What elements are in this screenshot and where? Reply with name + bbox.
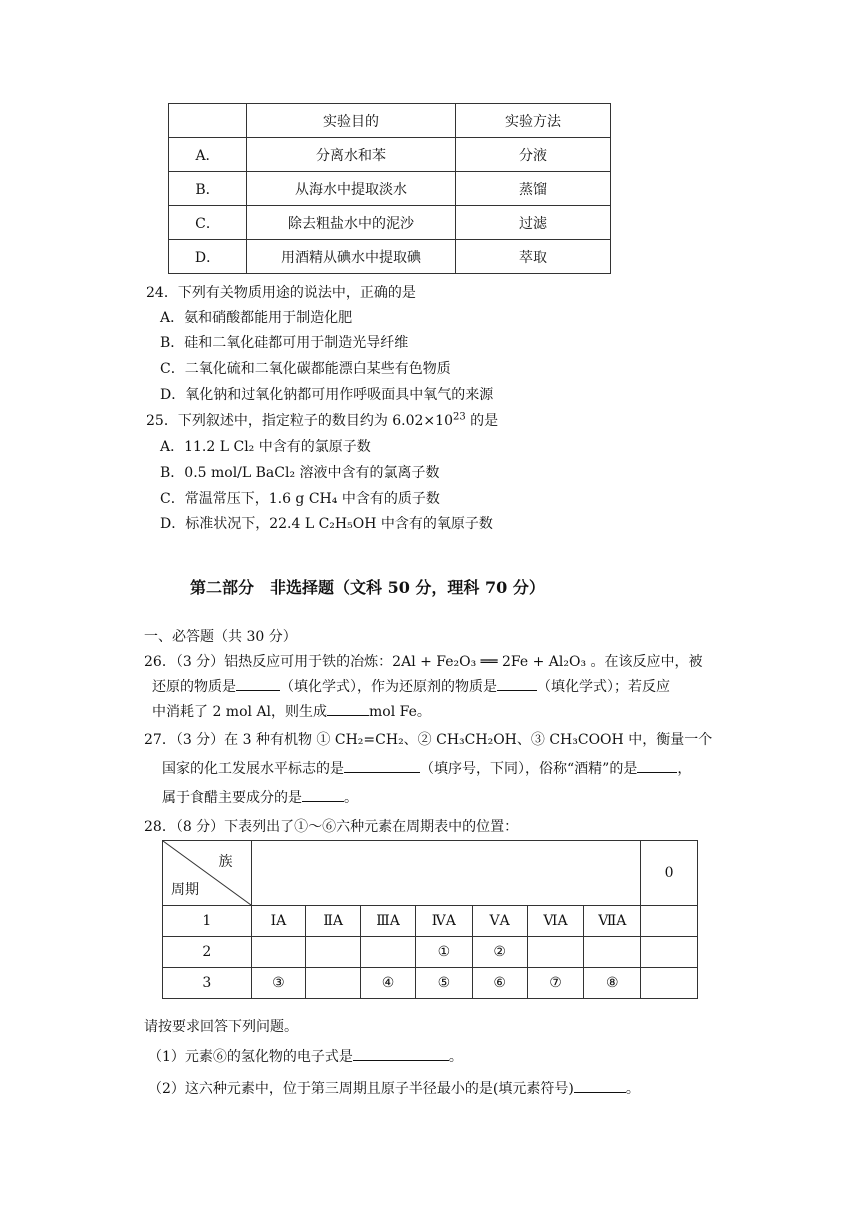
table-cell: 除去粗盐水中的泥沙: [247, 206, 456, 240]
table-header-row: [169, 104, 611, 138]
table-cell: ⅠA: [251, 906, 306, 937]
periodic-table: [162, 840, 698, 999]
table-cell: ③: [251, 968, 306, 999]
q25-option-c: C．常温常压下，1.6 g CH₄ 中含有的质子数: [160, 491, 440, 507]
q26-text: （填化学式），作为还原剂的物质是: [280, 679, 497, 695]
q28-stem: 28．（8 分）下表列出了①～⑥六种元素在周期表中的位置：: [144, 819, 519, 835]
table-row: [169, 240, 611, 274]
table-row: [169, 206, 611, 240]
table-cell: 分离水和苯: [247, 138, 456, 172]
answer-blank[interactable]: [302, 787, 344, 802]
q28-part2: [148, 1078, 640, 1098]
q27-text: （填序号，下同），俗称“酒精”的是: [420, 761, 638, 777]
q27-line1: 27．（3 分）在 3 种有机物 ① CH₂=CH₂、② CH₃CH₂OH、③ CH₃COOH 中，衡量一个: [144, 732, 713, 748]
answer-blank[interactable]: [637, 758, 677, 773]
table-cell: 蒸馏: [456, 172, 611, 206]
header-blank-cell: [251, 841, 641, 906]
table-cell: B．: [169, 172, 247, 206]
table-cell: 3: [163, 968, 252, 999]
table-row: [169, 172, 611, 206]
q25-stem-a: 25．下列叙述中，指定粒子的数目约为 6.02×10: [146, 413, 453, 429]
corner-top-label: 族: [218, 854, 233, 870]
q27-text: 属于食醋主要成分的是: [162, 790, 302, 806]
table-cell: A．: [169, 138, 247, 172]
answer-blank[interactable]: [574, 1078, 626, 1093]
q26-line2: [152, 676, 670, 696]
table-cell: C．: [169, 206, 247, 240]
table-cell: ⅢA: [361, 906, 416, 937]
q25-option-a: A．11.2 L Cl₂ 中含有的氯原子数: [160, 439, 371, 455]
q26-line1: 26．（3 分）铝热反应可用于铁的冶炼：2Al + Fe₂O₃ ══ 2Fe + Al₂O₃ 。在该反应中，被: [144, 654, 703, 670]
table-header-row: [163, 841, 698, 906]
q28-text: 。: [448, 1049, 463, 1065]
q24-option-a: A．氨和硝酸都能用于制造化肥: [160, 310, 353, 326]
answer-blank[interactable]: [236, 676, 280, 691]
table-cell: D．: [169, 240, 247, 274]
table-cell: ⑤: [415, 968, 472, 999]
q24-option-b: B．硅和二氧化硅都可用于制造光导纤维: [160, 335, 409, 351]
q25-option-b: B．0.5 mol/L BaCl₂ 溶液中含有的氯离子数: [160, 465, 440, 481]
table-cell: ⑦: [527, 968, 584, 999]
zero-cell: 0: [641, 841, 698, 906]
q27-line3: [162, 787, 358, 807]
section-subtitle: 一、必答题（共 30 分）: [144, 629, 297, 645]
table-cell: [361, 937, 416, 968]
q26-text: 还原的物质是: [152, 679, 236, 695]
q24-stem: 24．下列有关物质用途的说法中，正确的是: [146, 285, 416, 301]
table-cell: ⅥA: [527, 906, 584, 937]
q25-stem-sup: 23: [452, 411, 466, 423]
q24-option-c: C．二氧化硫和二氧化碳都能漂白某些有色物质: [160, 361, 451, 377]
q27-text: 国家的化工发展水平标志的是: [162, 761, 344, 777]
table-cell: [306, 968, 361, 999]
experiment-table: [168, 103, 611, 274]
q26-text: mol Fe。: [369, 704, 431, 720]
table-row: [163, 906, 698, 937]
table-cell: ④: [361, 968, 416, 999]
corner-cell: [163, 841, 252, 906]
q26-text: 中消耗了 2 mol Al，则生成: [152, 704, 328, 720]
q26-line3: [152, 701, 431, 721]
table-cell: ⅦA: [584, 906, 641, 937]
table-cell: [641, 906, 698, 937]
table-row: [163, 937, 698, 968]
table-cell: ②: [472, 937, 527, 968]
table-cell: 用酒精从碘水中提取碘: [247, 240, 456, 274]
table-row: [163, 968, 698, 999]
answer-blank[interactable]: [353, 1046, 449, 1061]
answer-blank[interactable]: [497, 676, 537, 691]
table-cell: ⅡA: [306, 906, 361, 937]
table-cell: 分液: [456, 138, 611, 172]
table-cell: [251, 937, 306, 968]
q28-prompt: 请按要求回答下列问题。: [144, 1019, 298, 1035]
q26-text: （填化学式）；若反应: [537, 679, 670, 695]
answer-blank[interactable]: [344, 758, 420, 773]
table-cell: ⑥: [472, 968, 527, 999]
table-cell: 2: [163, 937, 252, 968]
table-cell: ⅤA: [472, 906, 527, 937]
table-cell: [306, 937, 361, 968]
q25-stem: [146, 410, 498, 430]
q25-option-d: D．标准状况下，22.4 L C₂H₅OH 中含有的氧原子数: [160, 516, 493, 532]
corner-bottom-label: 周期: [171, 882, 199, 898]
q28-text: 。: [625, 1081, 640, 1097]
table-cell: 从海水中提取淡水: [247, 172, 456, 206]
table-cell: 1: [163, 906, 252, 937]
table-cell: ①: [415, 937, 472, 968]
table-cell: [641, 968, 698, 999]
table-cell: [641, 937, 698, 968]
q28-part1: [148, 1046, 463, 1066]
q25-stem-b: 的是: [465, 413, 499, 429]
q27-line2: [162, 758, 691, 778]
table-cell: [527, 937, 584, 968]
section-title: 第二部分 非选择题（文科 50 分，理科 70 分）: [190, 578, 545, 597]
table-cell: ⅣA: [415, 906, 472, 937]
q28-text: （2）这六种元素中，位于第三周期且原子半径最小的是(填元素符号): [148, 1081, 574, 1097]
header-cell: [169, 104, 247, 138]
answer-blank[interactable]: [327, 701, 369, 716]
q24-option-d: D．氧化钠和过氧化钠都可用作呼吸面具中氧气的来源: [160, 387, 494, 403]
header-cell: 实验目的: [247, 104, 456, 138]
q27-text: 。: [344, 790, 358, 806]
q28-text: （1）元素⑥的氢化物的电子式是: [148, 1049, 353, 1065]
table-cell: 过滤: [456, 206, 611, 240]
table-row: [169, 138, 611, 172]
table-cell: [584, 937, 641, 968]
table-cell: 萃取: [456, 240, 611, 274]
table-cell: ⑧: [584, 968, 641, 999]
header-cell: 实验方法: [456, 104, 611, 138]
q27-text: ，: [677, 761, 692, 777]
